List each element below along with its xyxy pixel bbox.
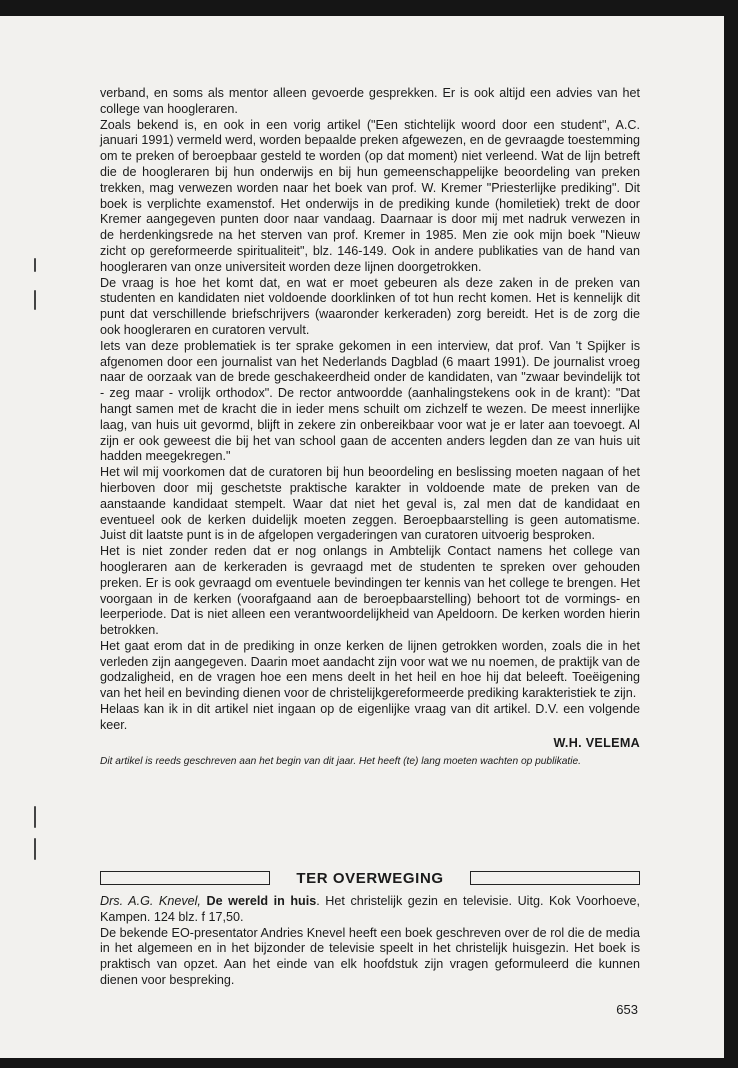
article-paragraph: verband, en soms als mentor alleen gevoerde gesprekken. Er is ook altijd een advies van het college van hoogleraren. [100,86,640,116]
article-paragraph: Zoals bekend is, en ook in een vorig artikel ("Een stichtelijk woord door een student", A.C. januari 1991) vermeld werd, worden bepaalde preken afgewezen, en de gevraagde toestemming om te preken of beroepbaar gesteld te worden (op dat moment) niet verleend. Wat de lijn betreft die de hoogleraren bij hun onderwijs en bij hun gemeenschappelijke beoordeling van preken trekken, mag verwezen worden naar het boek van prof. W. Kremer "Priesterlijke prediking". Dit boek is verplichte examenstof. Het onderwijs in de prediking kunde (homiletiek) trekt de door Kremer aangegeven punten door naar vandaag. Daarnaar is door mij met nadruk verwezen in de herdenkingsrede na het sterven van prof. Kremer in 1985. Men zie ook mijn boek "Nieuw zicht op gereformeerde spiritualiteit", blz. 146-149. Ook in andere publikaties van de hand van hoogleraren van onze universiteit worden deze lijnen doorgetrokken. [100,117,640,274]
author-signature: W.H. VELEMA [553,735,640,750]
review-citation [100,894,640,926]
section-title: TER OVERWEGING [296,869,444,887]
section-rule-right [470,871,640,885]
article-paragraph: Iets van deze problematiek is ter sprake gekomen in een interview, dat prof. Van 't Spijker is afgenomen door een journalist van het Nederlands Dagblad (6 maart 1991). De journalist vroeg naar de oorzaak van de brede geschakeerdheid onder de kandidaten, van "zwaar bevindelijk tot - zeg maar - vrolijk orthodox". De rector antwoordde (aanhalingstekens ook in de krant): "Dat hangt samen met de kracht die in ieder mens schuilt om zichzelf te wezen. De meest innerlijke laag, van huis uit gevormd, blijft in zekere zin onbereikbaar voor wat je er later aan toevoegt. Al zijn er ook geweest die bij het van school gaan de accenten anders legden dan ze van huis uit hadden meegekregen." [100,338,640,464]
article-paragraph: Het wil mij voorkomen dat de curatoren bij hun beoordeling en beslissing moeten nagaan of het hierboven door mij geschetste praktische karakter in voldoende mate de preken van de aanstaande kandidaat stempelt. Waar dat niet het geval is, zal men dat de kandidaat en eventueel ook de kerken duidelijk moeten zeggen. Beroepbaarstelling is geen automatisme. Juist dit laatste punt is in de afgelopen vergaderingen van curatoren uitvoerig besproken. [100,465,640,543]
section-header [100,868,640,888]
binding-mark [34,258,36,272]
publication-note: Dit artikel is reeds geschreven aan het begin van dit jaar. Het heeft (te) lang moeten wachten op publikatie. [100,756,581,768]
binding-mark [34,838,36,860]
binding-mark [34,806,36,828]
section-rule-left [100,871,270,885]
article-body [100,86,640,769]
review-author: Drs. A.G. Knevel, [100,894,201,908]
article-paragraph: Het is niet zonder reden dat er nog onlangs in Ambtelijk Contact namens het college van hoogleraren aan de kerkeraden is gevraagd met de studenten te spreken over gehouden preken. Er is ook gevraagd om eventuele bevindingen ter kennis van het college te brengen. Het voorgaan in de kerken (voorafgaand aan de beroepbaarstelling) behoort tot de vormings- en leerperiode. Dat is niet alleen een verantwoordelijkheid van Apeldoorn. De kerken worden hierin betrokken. [100,544,640,638]
book-review [100,894,640,989]
review-body: De bekende EO-presentator Andries Knevel heeft een boek geschreven over de rol die de media in het algemeen en in het bijzonder de televisie speelt in het christelijk huisgezin. Het boek is praktisch van opzet. Aan het einde van elk hoofdstuk zijn vragen geformuleerd die kunnen dienen voor bespreking. [100,925,640,987]
review-book-title: De wereld in huis [206,894,317,908]
article-paragraph: Helaas kan ik in dit artikel niet ingaan op de eigenlijke vraag van dit artikel. D.V. een volgende keer. [100,702,640,732]
page-number: 653 [616,1002,638,1017]
article-paragraph: Het gaat erom dat in de prediking in onze kerken de lijnen getrokken worden, zoals die in het verleden zijn aangegeven. Daarin moet aandacht zijn voor wat we nu noemen, de praktijk van de godzaligheid, en de vragen hoe een mens deelt in het heil en hoe hij dat beleeft. Toeëigening van het heil en bevinding dienen voor de christelijkgereformeerde prediking karakteristiek te zijn. [100,638,640,701]
article-paragraph: De vraag is hoe het komt dat, en wat er moet gebeuren als deze zaken in de preken van studenten en kandidaten niet voldoende doorklinken of tot hun recht komen. Het is kennelijk dit punt dat verschillende briefschrijvers (waaronder kerkeraden) zorg bereidt. Het is de zorg die ook hoogleraren en curatoren vervult. [100,275,640,337]
scan-edge-bottom [0,1058,738,1068]
scan-edge-top [0,0,738,16]
review-details: . Het christelijk gezin en televisie. Uitg. Kok Voorhoeve, Kampen. 124 blz. f 17,50. [100,894,640,924]
binding-mark [34,290,36,310]
scan-edge-right [724,0,738,1068]
